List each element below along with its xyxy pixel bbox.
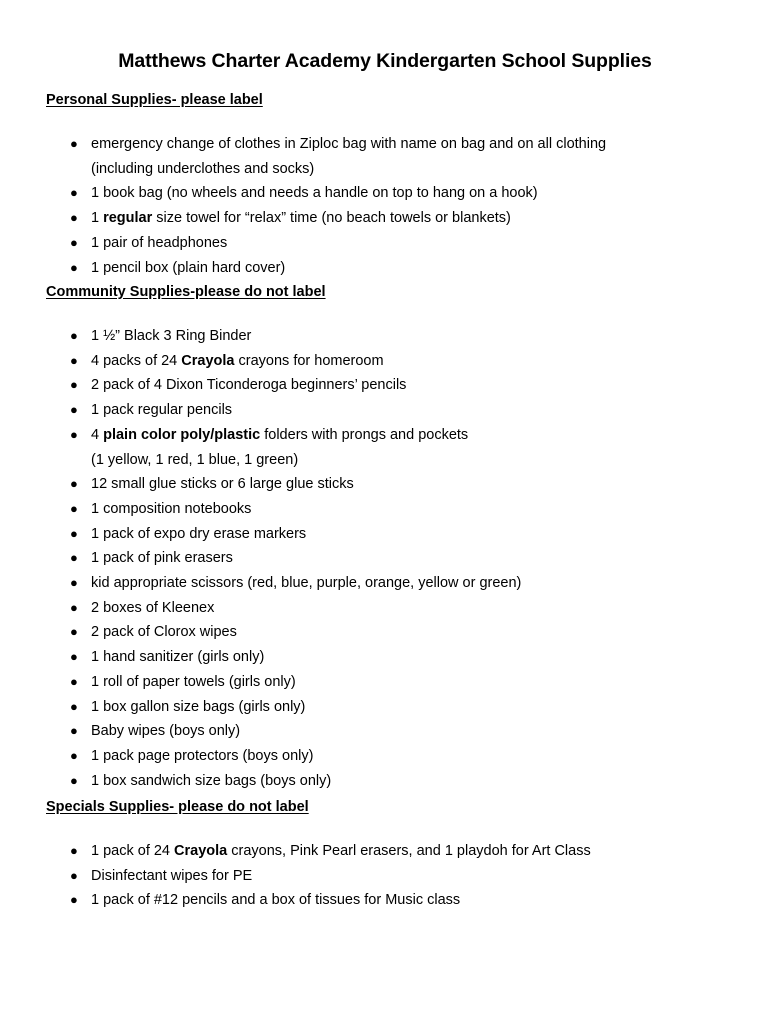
supply-list: [46, 324, 746, 793]
item-text-part: 4: [91, 426, 104, 443]
item-text: [91, 892, 460, 908]
item-text-part: 1 pack of 24: [91, 843, 175, 859]
bullet-icon: ●: [70, 402, 78, 418]
section-heading: Personal Supplies- please label: [46, 92, 263, 108]
item-text-part: 1 pack of #12 pencils and a box of tissues for Music class: [91, 892, 461, 909]
list-item: [46, 769, 746, 794]
bullet-icon: ●: [70, 352, 78, 368]
item-text-part: 2 pack of 4 Dixon Ticonderoga beginners’ pencils: [91, 377, 407, 394]
item-text: [91, 649, 264, 665]
bullet-icon: ●: [70, 500, 78, 516]
item-text-part: 2 boxes of Kleenex: [91, 599, 215, 616]
list-item: [46, 888, 746, 913]
item-text-part: 1 pencil box (plain hard cover): [91, 259, 286, 276]
list-item: [46, 423, 746, 472]
item-text: [91, 210, 511, 226]
list-item: [46, 181, 746, 206]
item-text: [91, 260, 285, 276]
bullet-icon: ●: [70, 772, 78, 788]
item-text: [91, 328, 251, 344]
item-text-bold: Crayola: [174, 843, 228, 859]
item-text-bold: regular: [103, 210, 153, 227]
bullet-icon: ●: [70, 843, 78, 858]
item-text: [91, 748, 313, 764]
list-item: [46, 324, 746, 349]
list-item: [46, 546, 746, 571]
item-text-bold: plain color poly/plastic: [103, 426, 261, 443]
item-text-part: 1 hand sanitizer (girls only): [91, 649, 265, 666]
item-text-part: 1 book bag (no wheels and needs a handle on top to hang on a hook): [91, 185, 538, 202]
item-text: [91, 723, 240, 739]
list-item: [46, 256, 746, 281]
bullet-icon: ●: [70, 550, 78, 566]
item-text-part: 1 pair of headphones: [91, 234, 228, 251]
bullet-icon: ●: [70, 723, 78, 739]
item-text: [91, 377, 406, 393]
bullet-icon: ●: [70, 377, 78, 393]
section-personal-supplies: [46, 90, 746, 280]
item-text-part: 1 box sandwich size bags (boys only): [91, 772, 332, 789]
item-text-part: 1: [91, 210, 104, 227]
list-item: [46, 349, 746, 374]
item-text: [91, 674, 296, 690]
item-text: [91, 624, 237, 640]
list-item: [46, 744, 746, 769]
bullet-icon: ●: [70, 525, 78, 541]
item-text-part: 4 packs of 24: [91, 352, 182, 369]
list-item: [46, 695, 746, 720]
document-title: Matthews Charter Academy Kindergarten School Supplies: [118, 50, 652, 72]
bullet-icon: ●: [70, 747, 78, 763]
item-text-part: 1 box gallon size bags (girls only): [91, 698, 306, 715]
list-item: [46, 670, 746, 695]
item-text-part: Disinfectant wipes for PE: [91, 867, 253, 884]
list-item: [46, 620, 746, 645]
list-item: [46, 719, 746, 744]
item-text-part: folders with prongs and pockets: [260, 426, 469, 443]
bullet-icon: ●: [70, 698, 78, 714]
item-text: [91, 526, 306, 542]
item-text-part: emergency change of clothes in Ziploc bag with name on bag and on all clothing: [91, 136, 607, 152]
item-text-part: kid appropriate scissors (red, blue, purple, orange, yellow or green): [91, 575, 522, 592]
bullet-icon: ●: [70, 624, 78, 640]
bullet-icon: ●: [70, 185, 78, 201]
bullet-icon: ●: [70, 867, 78, 883]
item-text-continued: (including underclothes and socks): [91, 160, 315, 177]
section-community-supplies: [46, 282, 746, 793]
item-text: [91, 136, 606, 152]
list-item: [46, 206, 746, 231]
item-text: [91, 699, 305, 715]
bullet-icon: ●: [70, 210, 78, 226]
bullet-icon: ●: [70, 599, 78, 615]
bullet-icon: ●: [70, 673, 78, 689]
list-item: [46, 645, 746, 670]
item-text: [91, 600, 214, 616]
bullet-icon: ●: [70, 476, 78, 492]
item-text-bold: Crayola: [181, 352, 235, 369]
bullet-icon: ●: [70, 234, 78, 250]
list-item: [46, 231, 746, 256]
item-text-part: size towel for “relax” time (no beach towels or blankets): [152, 210, 511, 227]
item-text: [91, 427, 468, 443]
bullet-icon: ●: [70, 892, 78, 908]
list-item: [46, 472, 746, 497]
bullet-icon: ●: [70, 259, 78, 275]
list-item: [46, 839, 746, 864]
list-item: [46, 373, 746, 398]
item-text-part: Baby wipes (boys only): [91, 723, 241, 740]
item-text-part: crayons, Pink Pearl erasers, and 1 playdoh for Art Class: [227, 843, 591, 859]
item-text-continued: (1 yellow, 1 red, 1 blue, 1 green): [91, 451, 299, 468]
section-specials-supplies: [46, 797, 746, 913]
item-text-part: crayons for homeroom: [234, 352, 384, 369]
list-item: [46, 864, 746, 889]
item-text-part: 12 small glue sticks or 6 large glue sticks: [91, 476, 354, 493]
item-text: [91, 235, 227, 251]
item-text: [91, 843, 591, 859]
item-text-part: 1 pack regular pencils: [91, 402, 233, 419]
list-item: [46, 497, 746, 522]
item-text: [91, 575, 521, 591]
bullet-icon: ●: [70, 328, 78, 343]
bullet-icon: ●: [70, 649, 78, 665]
list-item: [46, 522, 746, 547]
item-text-part: 1 ½” Black 3 Ring Binder: [91, 328, 252, 344]
list-item: [46, 132, 746, 181]
item-text: [91, 185, 538, 201]
bullet-icon: ●: [70, 136, 78, 151]
section-heading: Community Supplies-please do not label: [46, 284, 326, 300]
item-text: [91, 476, 354, 492]
bullet-icon: ●: [70, 426, 78, 442]
item-text-part: 1 roll of paper towels (girls only): [91, 673, 296, 690]
list-item: [46, 571, 746, 596]
item-text-part: 1 pack of expo dry erase markers: [91, 525, 307, 542]
item-text-part: 1 pack page protectors (boys only): [91, 747, 314, 764]
item-text: [91, 868, 252, 884]
item-text-part: 1 composition notebooks: [91, 500, 252, 517]
item-text: [91, 773, 331, 789]
item-text: [91, 550, 233, 566]
supply-list: [46, 132, 746, 280]
bullet-icon: ●: [70, 575, 78, 591]
item-text: [91, 501, 251, 517]
item-text: [91, 402, 232, 418]
supply-list: [46, 839, 746, 913]
item-text: [91, 353, 384, 369]
list-item: [46, 596, 746, 621]
item-text-part: 1 pack of pink erasers: [91, 550, 233, 567]
section-heading: Specials Supplies- please do not label: [46, 799, 309, 815]
list-item: [46, 398, 746, 423]
item-text-part: 2 pack of Clorox wipes: [91, 624, 237, 641]
